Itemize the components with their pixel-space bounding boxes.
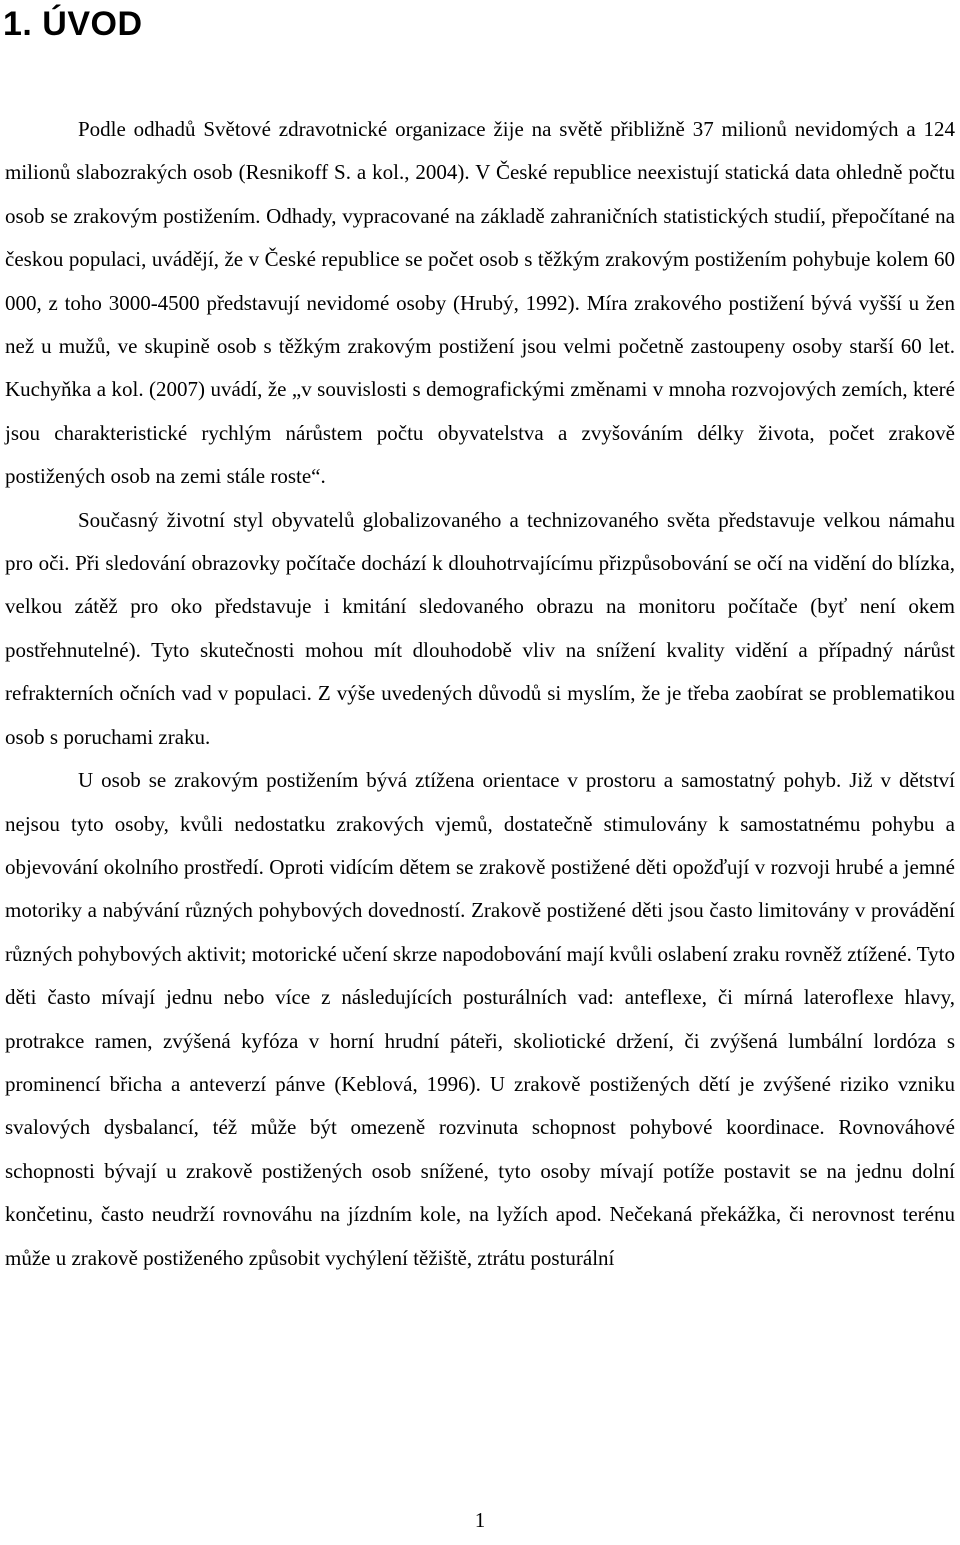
page-number: 1	[474, 1508, 486, 1532]
paragraph-introduction: Podle odhadů Světové zdravotnické organizace žije na světě přibližně 37 milionů nevidomých a 124 milionů slabozrakých osob (Resnikoff S. a kol., 2004). V České republice neexistují statická data ohledně počtu osob se zrakovým postižením. Odhady, vypracované na základě zahraničních statistických studií, přepočítané na českou populaci, uvádějí, že v České republice se počet osob s těžkým zrakovým postižením pohybuje kolem 60 000, z toho 3000-4500 představují nevidomé osoby (Hrubý, 1992). Míra zrakového postižení bývá vyšší u žen než u mužů, ve skupině osob s těžkým zrakovým postižení jsou velmi početně zastoupeny osoby starší 60 let. Kuchyňka a kol. (2007) uvádí, že „v souvislosti s demografickými změnami v mnoha rozvojových zemích, které jsou charakteristické rychlým nárůstem počtu obyvatelstva a zvyšováním délky života, počet zrakově postižených osob na zemi stále roste“.	[5, 117, 955, 489]
body-text	[5, 108, 955, 1280]
chapter-heading: 1. ÚVOD	[3, 5, 143, 43]
paragraph-mobility: U osob se zrakovým postižením bývá ztížena orientace v prostoru a samostatný pohyb. Již v dětství nejsou tyto osoby, kvůli nedostatku zrakových vjemů, dostatečně stimulovány k samostatnému pohybu a objevování okolního prostředí. Oproti vidícím dětem se zrakově postižené děti opožďují v rozvoji hrubé a jemné motoriky a nabývání různých pohybových dovedností. Zrakově postižené děti jsou často limitovány v provádění různých pohybových aktivit; motorické učení skrze napodobování mají kvůli oslabení zraku rovněž ztížené. Tyto děti často mívají jednu nebo více z následujících posturálních vad: anteflexe, či mírná lateroflexe hlavy, protrakce ramen, zvýšená kyfóza v horní hrudní páteři, skoliotické držení, či zvýšená lumbální lordóza s prominencí břicha a anteverzí pánve (Keblová, 1996). U zrakově postižených dětí je zvýšené riziko vzniku svalových dysbalancí, též může být omezeně rozvinuta schopnost pohybové koordinace. Rovnováhové schopnosti bývají u zrakově postižených osob snížené, tyto osoby mívají potíže postavit se na jednu dolní končetinu, často neudrží rovnováhu na jízdním kole, na lyžích apod. Nečekaná překážka, či nerovnost terénu může u zrakově postiženého způsobit vychýlení těžiště, ztrátu posturální	[5, 768, 955, 1270]
paragraph-lifestyle: Současný životní styl obyvatelů globalizovaného a technizovaného světa představuje velkou námahu pro oči. Při sledování obrazovky počítače dochází k dlouhotrvajícímu přizpůsobování se očí na vidění do blízka, velkou zátěž pro oko představuje i kmitání sledovaného obrazu na monitoru počítače (byť není okem postřehnutelné). Tyto skutečnosti mohou mít dlouhodobě vliv na snížení kvality vidění a případný nárůst refrakterních očních vad v populaci. Z výše uvedených důvodů si myslím, že je třeba zaobírat se problematikou osob s poruchami zraku.	[5, 507, 955, 749]
